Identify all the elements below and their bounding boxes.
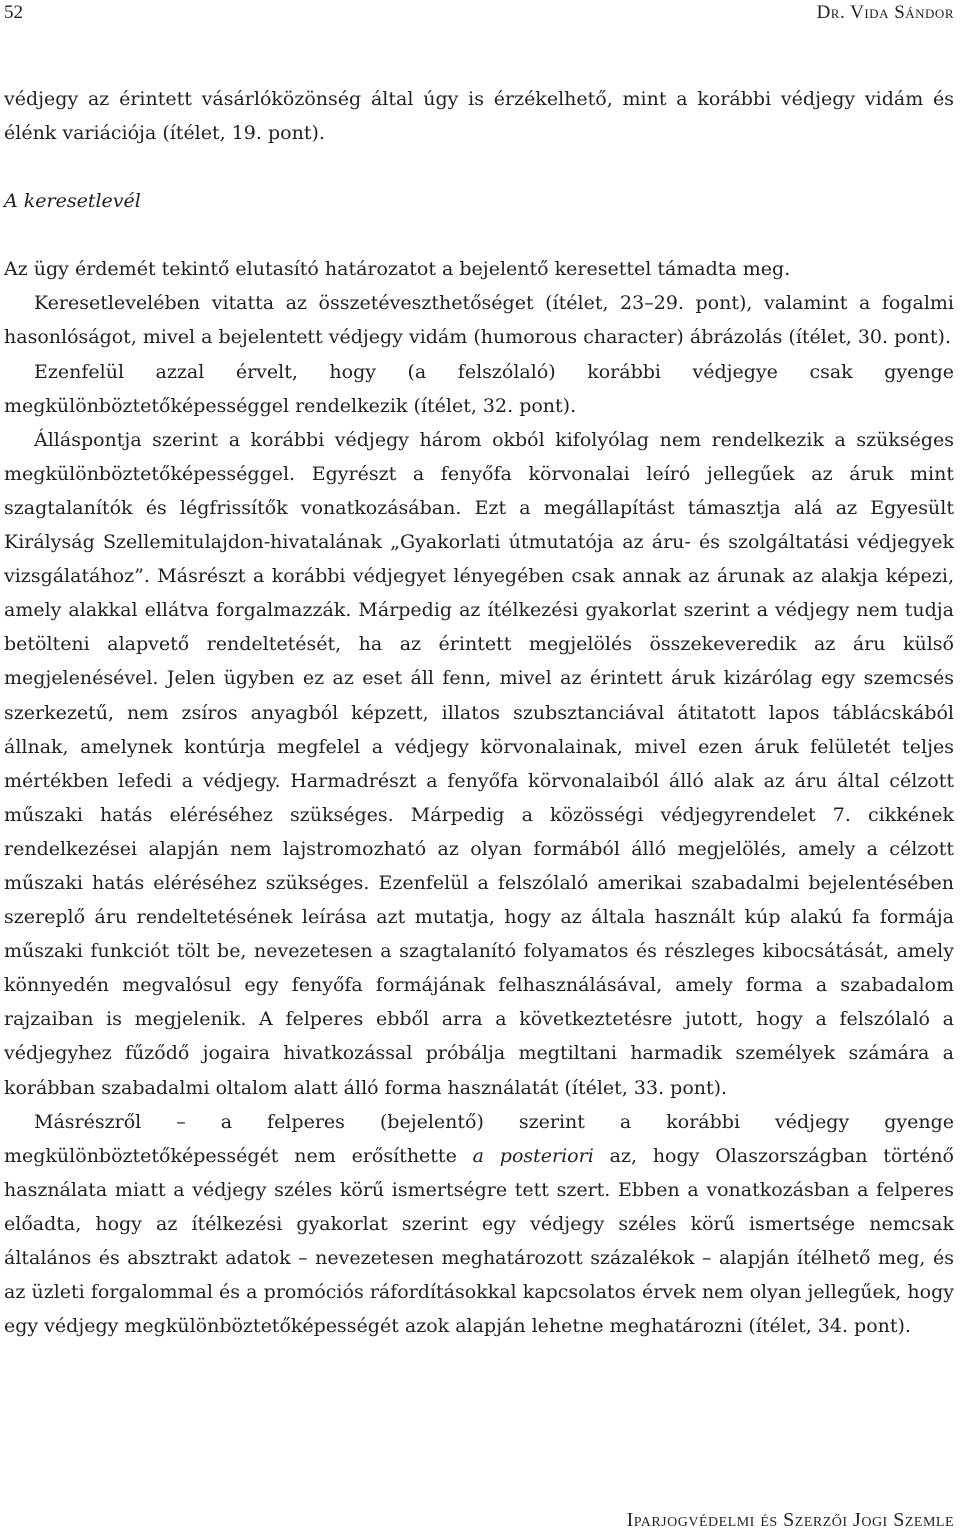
intro-paragraph: védjegy az érintett vásárlóközönség által úgy is érzékelhető, mint a korábbi védjegy vidám és élénk variációja (ítélet, 19. pont). [4,88,954,145]
running-header [0,2,960,24]
paragraph-5 [4,1105,954,1344]
running-footer: Iparjogvédelmi és Szerzői Jogi Szemle [626,1509,954,1531]
paragraph-3: Ezenfelül azzal érvelt, hogy (a felszólaló) korábbi védjegye csak gyenge megkülönböztetőképességgel rendelkezik (ítélet, 32. pont). [4,360,954,417]
paragraph-1: Az ügy érdemét tekintő elutasító határozatot a bejelentő keresettel támadta meg. [4,258,791,281]
paragraph-5-end: az, hogy Olaszországban történő használata miatt a védjegy széles körű ismertségre tett szert. Ebben a vonatkozásban a felperes előadta, hogy az ítélkezési gyakorlat szerint egy védjegy széles körű ismertsége nemcsak általános és absztrakt adatok – nevezetesen meghatározott százalékok – alapján ítélhető meg, és az üzleti forgalommal és a promóciós ráfordításokkal kapcsolatos érvek nem olyan jellegűek, hogy egy védjegy megkülönböztetőképességét azok alapján lehetne meghatározni (ítélet, 34. pont). [4,1144,954,1338]
body-text [4,82,954,1343]
header-author: Dr. Vida Sándor [816,2,954,23]
paragraph-2: Keresetlevelében vitatta az összetéveszthetőséget (ítélet, 23–29. pont), valamint a fogalmi hasonlóságot, mivel a bejelentett védjegy vidám (humorous character) ábrázolás (ítélet, 30. pont). [4,292,954,349]
blank-line [4,218,954,252]
paragraph-5-italic: a posteriori [472,1144,594,1167]
blank-line [4,150,954,184]
page-number: 52 [4,2,23,23]
section-heading: A keresetlevél [4,190,141,213]
paragraph-5-start: Másrészről – a felperes (bejelentő) szerint a korábbi védjegy gyenge megkülönböztetőképességét nem erősíthette [4,1110,954,1167]
paragraph-4: Álláspontja szerint a korábbi védjegy három okból kifolyólag nem rendelkezik a szükséges megkülönböztetőképességgel. Egyrészt a fenyőfa körvonalai leíró jellegűek az áruk mint szagtalanítók és légfrissítők vonatkozásában. Ezt a megállapítást támasztja alá az Egyesült Királyság Szellemitulajdon-hivatalának „Gyakorlati útmutatója az áru- és szolgáltatási védjegyek vizsgálatához”. Másrészt a korábbi védjegyet lényegében csak annak az árunak az alakja képezi, amely alakkal ellátva forgalmazzák. Márpedig az ítélkezési gyakorlat szerint a védjegy nem tudja betölteni alapvető rendeltetését, ha az érintett megjelölés összekeveredik az áru külső megjelenésével. Jelen ügyben ez az eset áll fenn, mivel az érintett áruk kizárólag egy szemcsés szerkezetű, nem zsíros anyagból képzett, illatos szubsztanciával átitatott lapos táblácskából állnak, amelynek kontúrja megfelel a védjegy körvonalainak, mivel ezen áruk felületét teljes mértékben lefedi a védjegy. Harmadrészt a fenyőfa körvonalaiból álló alak az áru által célzott műszaki hatás eléréséhez szükséges. Márpedig a közösségi védjegyrendelet 7. cikkének rendelkezései alapján nem lajstromozható az olyan formából álló megjelölés, amely a célzott műszaki hatás eléréséhez szükséges. Ezenfelül a felszólaló amerikai szabadalmi bejelentésében szereplő áru rendeltetésének leírása azt mutatja, hogy az általa használt kúp alakú fa formája műszaki funkciót tölt be, nevezetesen a szagtalanító folyamatos és részleges kibocsátását, amely könnyedén megvalósul egy fenyőfa formájának felhasználásával, amely forma a szabadalom rajzaiban is megjelenik. A felperes ebből arra a következtetésre jutott, hogy a felszólaló a védjegyhez fűződő jogaira hivatkozással próbálja megtiltani harmadik személyek számára a korábban szabadalmi oltalom alatt álló forma használatát (ítélet, 33. pont). [4,428,954,1099]
